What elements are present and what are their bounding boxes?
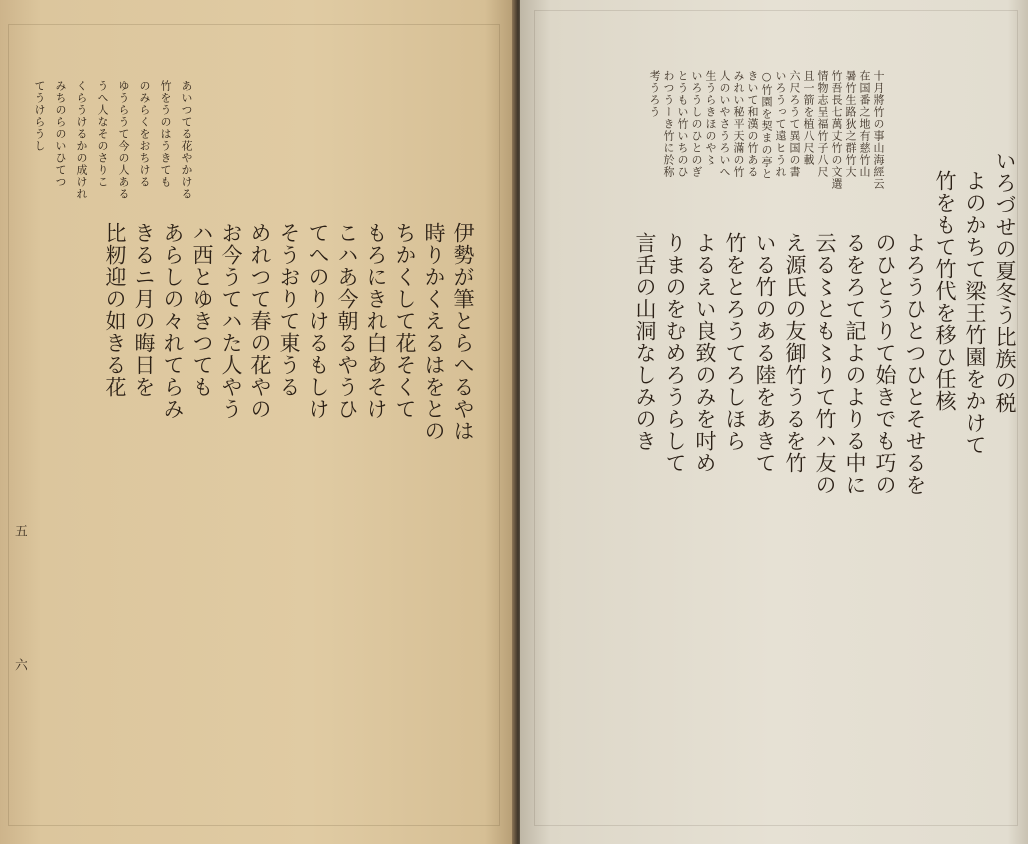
text-column: ちかくして花そくて	[393, 222, 417, 420]
text-column: 在国番之地有慈竹山	[858, 70, 871, 178]
text-column: 生うらきほのや〻	[704, 70, 717, 166]
text-column: 竹をうのはうきても	[159, 80, 172, 188]
folio-upper: 五	[12, 524, 27, 538]
text-column: よるえい良致のみを吋め	[693, 232, 717, 474]
text-column: いろうって遠ヒうれ	[774, 70, 787, 178]
text-column: 時りかくえるはをとの	[422, 222, 446, 442]
text-column: 伊勢が筆とらへるやは	[451, 222, 475, 442]
text-column: こハあ今朝るやうひ	[335, 222, 359, 420]
text-column: 考うろう	[648, 70, 661, 118]
text-column: ハ西とゆきつても	[190, 222, 214, 398]
text-column: ゆうらうて今の人ある	[117, 80, 130, 200]
text-column: 竹をもて竹代を移ひ任核	[933, 170, 957, 412]
text-column: お今うてハた人やう	[219, 222, 243, 420]
text-column: めれつて春の花やの	[248, 222, 272, 420]
text-column: そうおりて東うる	[277, 222, 301, 398]
text-column: いろづせの夏冬う比族の税	[993, 150, 1017, 414]
text-column: もろにきれ白あそけ	[364, 222, 388, 420]
text-column: あいつてる花やかける	[180, 80, 193, 200]
text-column: 十月將竹の事山海經云	[872, 70, 885, 190]
text-column: 暑竹生路狄之群竹大	[844, 70, 857, 178]
text-column: 情物志呈福竹子八尺	[816, 70, 829, 178]
text-column: うへ人なそのさりこ	[96, 80, 109, 188]
text-column: 竹をとろうてろしほら	[723, 232, 747, 452]
text-column: のみらくをおちける	[138, 80, 151, 188]
text-column: りまのをむめろうらして	[663, 232, 687, 474]
text-column: 人のいやさうろいへ	[718, 70, 731, 178]
text-column: え源氏の友御竹うるを竹	[783, 232, 807, 474]
text-column: あらしの々れてらみ	[161, 222, 185, 420]
folio-lower: 六	[12, 658, 27, 672]
text-column: てうけらうし	[33, 80, 46, 152]
text-column: 言舌の山洞なしみのき	[633, 232, 657, 452]
text-column: 云る〻とも〻りて竹ハ友の	[813, 232, 837, 496]
text-column: 六尺ろうて異国の書	[788, 70, 801, 178]
text-column: よのかちて梁王竹園をかけて	[963, 170, 987, 456]
right-page	[520, 0, 1028, 844]
text-column: てへのりけるもしけ	[306, 222, 330, 420]
text-column: きるニ月の晦日を	[132, 222, 156, 398]
text-column: 且一箭を植八尺載	[802, 70, 815, 166]
text-column: きいて和漢の竹ある	[746, 70, 759, 178]
text-column: よろうひとつひとそせるを	[903, 232, 927, 496]
text-column: くらうけるかの成けれ	[75, 80, 88, 200]
text-column: 竹吾長七萬丈竹の文選	[830, 70, 843, 190]
text-column: いろうしのひとのぎ	[690, 70, 703, 178]
text-column: とうもい竹いちのひ	[676, 70, 689, 178]
text-column: のひとうりて始きでも巧の	[873, 232, 897, 496]
text-column: みれい秘平天滿の竹	[732, 70, 745, 178]
text-column: るをろて記よのよりる中に	[843, 232, 867, 496]
text-column: ○竹園を契まの亭と	[760, 70, 773, 180]
text-column: いる竹のある陸をあきて	[753, 232, 777, 474]
text-column: みちのらのいひてつ	[54, 80, 67, 188]
text-column: わつうーき竹に於称	[662, 70, 675, 178]
text-column: 比籾迎の如きる花	[103, 222, 127, 398]
